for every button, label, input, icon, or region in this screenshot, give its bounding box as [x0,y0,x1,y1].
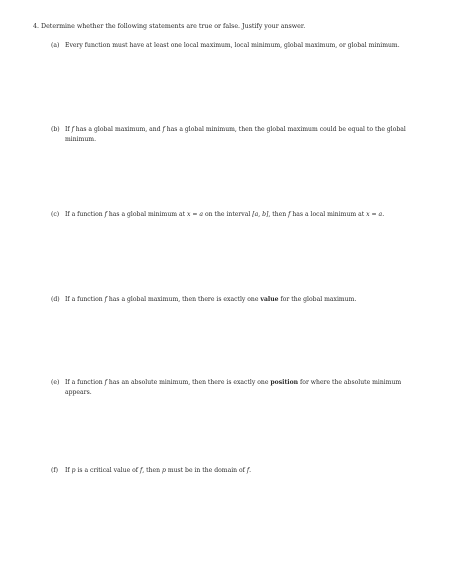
statement-b [51,125,446,145]
statement-text: has a global minimum at [106,211,187,218]
statement-text: , then [142,467,162,474]
statement-text: If a function [65,379,105,386]
statement-text: has a global minimum, then the global maximum could be equal to the global [164,126,406,133]
statement-d [51,295,446,305]
statement-text: has an absolute minimum, then there is exactly one [106,379,271,386]
statement-e [51,378,446,398]
math-symbol: f [104,211,107,218]
statement-text: for where the absolute minimum [298,379,402,386]
statement-label: (c) [51,211,60,218]
question-prompt: Determine whether the following statements are true or false. Justify your answer. [41,23,306,30]
math-symbol: p [71,467,76,474]
emphasized-word: value [260,296,279,303]
statement-text-continued: minimum. [65,136,97,143]
statement-text: must be in the domain of [165,467,247,474]
math-symbol: f [104,296,107,303]
math-symbol: f [140,467,143,474]
statement-text: has a global maximum, then there is exactly one [106,296,261,303]
statement-text: on the interval [203,211,253,218]
statement-a [51,41,446,51]
statement-label: (b) [51,126,60,133]
statement-text: for the global maximum. [278,296,357,303]
question-number: 4. [33,23,40,30]
math-symbol: p [161,467,166,474]
question-header [33,22,305,31]
statement-text: If [65,126,72,133]
math-symbol: f [246,467,250,474]
statement-text: is a critical value of [75,467,140,474]
statement-f [51,466,446,476]
statement-label: (a) [51,42,60,49]
math-expression: x = a [366,211,383,218]
statement-text-continued: appears. [65,389,92,396]
statement-label: (f) [51,467,59,474]
statement-text: Every function must have at least one local maximum, local minimum, global maximum, or global minimum. [65,42,400,49]
statement-text: has a local minimum at [290,211,367,218]
statement-text: . [249,467,252,474]
statement-text: If a function [65,211,105,218]
statement-text: , then [268,211,289,218]
statement-text: . [382,211,385,218]
statement-c [51,210,446,220]
statement-label: (e) [51,379,60,386]
math-symbol: f [104,379,107,386]
statement-text: If [65,467,72,474]
math-expression: x = a [187,211,204,218]
emphasized-word: position [270,379,299,386]
math-symbol: f [162,126,165,133]
statement-text: has a global maximum, and [73,126,163,133]
math-expression: [a, b] [252,211,269,218]
math-symbol: f [288,211,291,218]
math-symbol: f [71,126,74,133]
statement-label: (d) [51,296,60,303]
statement-text: If a function [65,296,105,303]
